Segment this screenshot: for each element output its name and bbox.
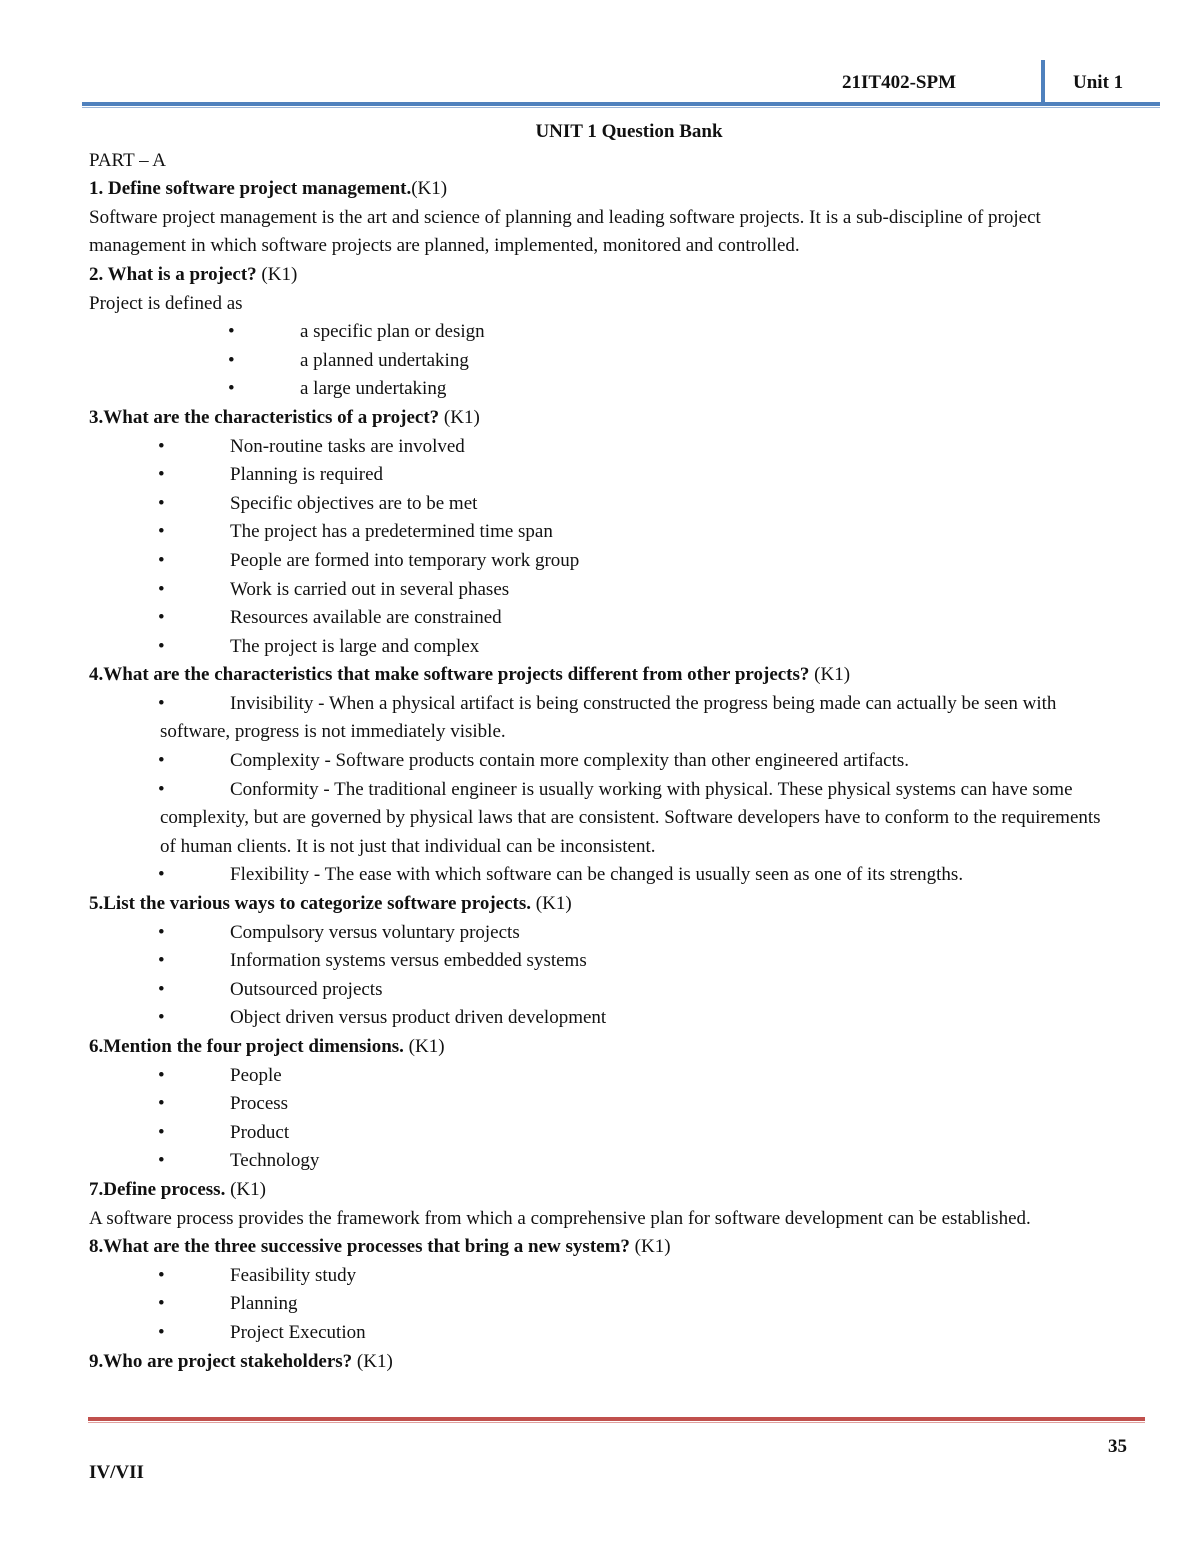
list-item: • a large undertaking (89, 375, 1129, 404)
answer-7: A software process provides the framework from which a comprehensive plan for software development can be established. (89, 1207, 1031, 1229)
footer-rule (88, 1417, 1145, 1421)
list-item: • Technology (89, 1147, 1129, 1176)
answer-8-list (89, 1262, 1129, 1348)
page-title: UNIT 1 Question Bank (535, 121, 723, 142)
document-body (89, 118, 1129, 1376)
question-2 (89, 261, 1129, 290)
list-item: • a planned undertaking (89, 347, 1129, 376)
question-1 (89, 175, 1129, 204)
list-item: • The project has a predetermined time span (89, 518, 1129, 547)
list-item: • People are formed into temporary work group (89, 547, 1129, 576)
list-item: • Outsourced projects (89, 976, 1129, 1005)
knowledge-level: (K1) (535, 893, 572, 915)
header-rule-thin (82, 107, 1160, 108)
answer-2-intro: Project is defined as (89, 292, 243, 314)
list-item: • Planning is required (89, 461, 1129, 490)
question-text: 4.What are the characteristics that make software projects different from other projects? (89, 664, 815, 686)
list-item: • Project Execution (89, 1319, 1129, 1348)
list-item: • Complexity - Software products contain more complexity than other engineered artifacts. (89, 747, 1119, 776)
question-7 (89, 1176, 1129, 1205)
list-item: • Planning (89, 1290, 1129, 1319)
list-item: • The project is large and complex (89, 633, 1129, 662)
list-item: • Process (89, 1090, 1129, 1119)
question-5 (89, 890, 1129, 919)
question-9 (89, 1348, 1129, 1377)
knowledge-level: (K1) (443, 406, 480, 428)
question-text: 3.What are the characteristics of a project? (89, 406, 444, 428)
knowledge-level: (K1) (634, 1236, 671, 1258)
list-item: • Compulsory versus voluntary projects (89, 919, 1129, 948)
question-8 (89, 1233, 1129, 1262)
list-item: • Non-routine tasks are involved (89, 433, 1129, 462)
question-text: 9.Who are project stakeholders? (89, 1350, 357, 1372)
part-heading: PART – A (89, 149, 167, 171)
list-item: • Feasibility study (89, 1262, 1129, 1291)
question-text: 2. What is a project? (89, 263, 262, 285)
list-item: • People (89, 1062, 1129, 1091)
question-text: 5.List the various ways to categorize software projects. (89, 893, 536, 915)
course-code: 21IT402-SPM (842, 72, 956, 93)
list-item: • Work is carried out in several phases (89, 576, 1129, 605)
knowledge-level: (K1) (814, 664, 851, 686)
list-item: • Product (89, 1119, 1129, 1148)
knowledge-level: (K1) (356, 1350, 393, 1372)
unit-label: Unit 1 (1073, 72, 1124, 93)
list-item: • Object driven versus product driven development (89, 1004, 1129, 1033)
question-text: 8.What are the three successive processes that bring a new system? (89, 1236, 635, 1258)
list-item: • Invisibility - When a physical artifact is being constructed the progress being made can actually be seen with software, progress is not immediately visible. (89, 690, 1119, 747)
list-item: • Specific objectives are to be met (89, 490, 1129, 519)
question-text: 1. Define software project management. (89, 178, 412, 200)
list-item: • Flexibility - The ease with which software can be changed is usually seen as one of its strengths. (89, 861, 1119, 890)
semester-label: IV/VII (89, 1462, 144, 1483)
question-3 (89, 404, 1129, 433)
question-4 (89, 661, 1129, 690)
knowledge-level: (K1) (230, 1178, 266, 1200)
answer-3-list (89, 433, 1129, 662)
question-text: 6.Mention the four project dimensions. (89, 1036, 409, 1057)
footer-rule-thin (88, 1422, 1145, 1423)
answer-1: Software project management is the art and science of planning and leading software projects. It is a sub-discipline of project management in which software projects are planned, implemented, monitored and controlled. (89, 206, 1041, 257)
header-divider (1041, 60, 1045, 104)
question-6 (89, 1033, 1129, 1062)
page-number: 35 (1108, 1436, 1127, 1457)
answer-4-list (89, 690, 1129, 890)
knowledge-level: (K1) (408, 1036, 445, 1057)
knowledge-level: (K1) (261, 263, 298, 285)
list-item: • Resources available are constrained (89, 604, 1129, 633)
question-text: 7.Define process. (89, 1178, 231, 1200)
header-rule (82, 102, 1160, 106)
answer-5-list (89, 919, 1129, 1033)
list-item: • Information systems versus embedded systems (89, 947, 1129, 976)
answer-6-list (89, 1062, 1129, 1176)
knowledge-level: (K1) (411, 178, 448, 200)
answer-2-list (89, 318, 1129, 404)
list-item: • Conformity - The traditional engineer is usually working with physical. These physical systems can have some complexity, but are governed by physical laws that are consistent. Software developers have to conform to the requirements of human clients. It is not just that individual can be inconsistent. (89, 776, 1119, 862)
list-item: • a specific plan or design (89, 318, 1129, 347)
